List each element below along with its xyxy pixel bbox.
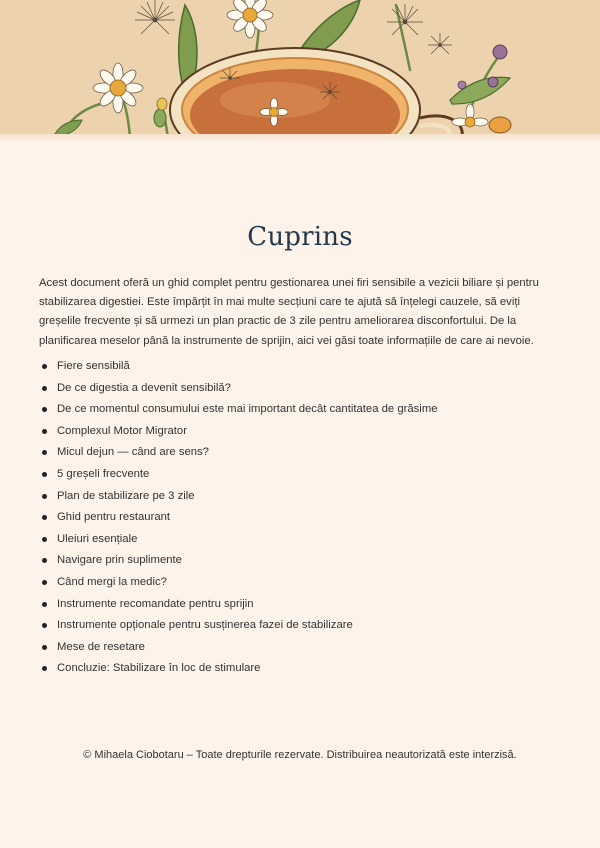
toc-item: De ce digestia a devenit sensibilă? [39, 378, 559, 400]
toc-item: Plan de stabilizare pe 3 zile [39, 486, 559, 508]
toc-item: Ghid pentru restaurant [39, 507, 559, 529]
toc-item: De ce momentul consumului este mai important decât cantitatea de grăsime [39, 399, 559, 421]
toc-item: Mese de resetare [39, 637, 559, 659]
toc-item: Fiere sensibilă [39, 356, 559, 378]
toc-item: Uleiuri esențiale [39, 529, 559, 551]
page-title: Cuprins [247, 222, 353, 252]
tea-cup-flowers-illustration [0, 0, 600, 138]
table-of-contents [39, 356, 559, 680]
toc-item: Instrumente opționale pentru susținerea fazei de stabilizare [39, 615, 559, 637]
toc-item: Când mergi la medic? [39, 572, 559, 594]
banner-fade [0, 134, 600, 142]
toc-item: Concluzie: Stabilizare în loc de stimulare [39, 658, 559, 680]
toc-item: Micul dejun — când are sens? [39, 442, 559, 464]
intro-paragraph: Acest document oferă un ghid complet pentru gestionarea unei firi sensibile a vezicii biliare și pentru stabilizarea digestiei. Este împărțit în mai multe secțiuni care te ajută să înțelegi cauzele, să eviți greșelile frecvente și să urmezi un plan practic de 3 zile pentru ameliorarea disconfortului. De la planificarea meselor până la instrumente de sprijin, aici vei găsi toate informațiile de care ai nevoie. [39, 277, 539, 347]
toc-item: Complexul Motor Migrator [39, 421, 559, 443]
header-illustration [0, 0, 600, 138]
copyright-footer: © Mihaela Ciobotaru – Toate drepturile rezervate. Distribuirea neautorizată este interzisă. [83, 749, 517, 761]
toc-item: Instrumente recomandate pentru sprijin [39, 594, 559, 616]
toc-item: Navigare prin suplimente [39, 550, 559, 572]
toc-item: 5 greșeli frecvente [39, 464, 559, 486]
